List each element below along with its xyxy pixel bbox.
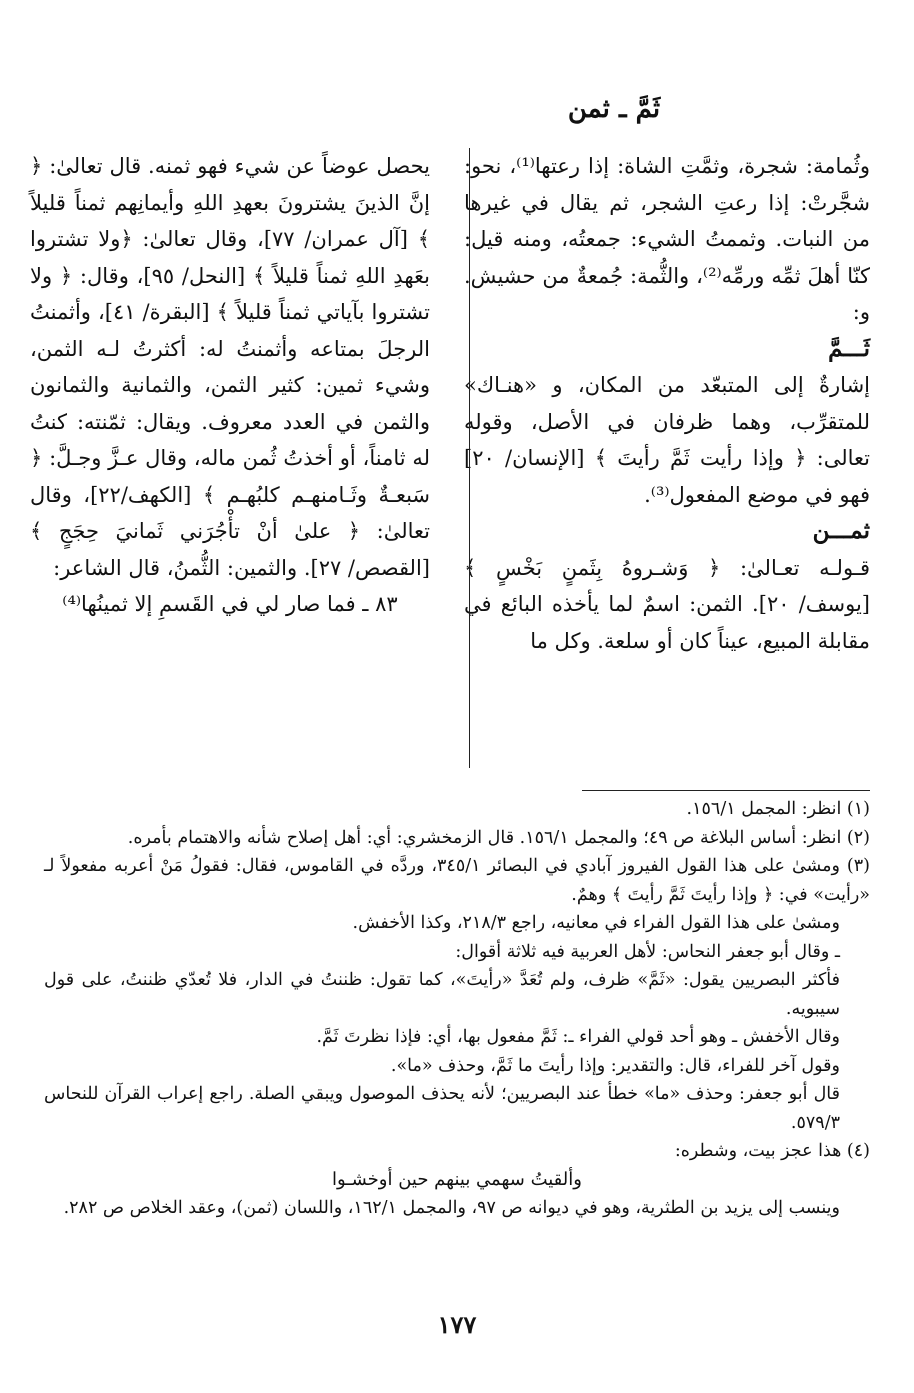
footnote-4-verse: وألقيتُ سهمي بينهم حين أوخشـوا	[332, 1168, 582, 1190]
headword-thamma: ثَـــمَّ	[828, 334, 870, 362]
footnote-3-line: ـ وقال أبو جعفر النحاس: لأهل العربية فيه ثلاثة أقوال:	[455, 941, 840, 962]
footnote-3-line: فأكثر البصريين يقول: «ثَمَّ» ظرف، ولم تُعَدَّ «رأيتَ»، كما تقول: ظننتُ في الدار، فلا تُعدّي ظننتُ، على قول سيبويه.	[44, 970, 840, 1019]
running-header: ثَمَّ ـ ثمن	[567, 94, 661, 124]
footnote-4-line: وينسب إلى يزيد بن الطثرية، وهو في ديوانه ص ٩٧، والمجمل ١٦٢/١، واللسان (ثمن)، وعقد الخلاص ص ٢٨٢.	[63, 1198, 840, 1218]
paragraph-thumama: وثُمامة: شجرة، وثمَّتِ الشاة: إذا رعتها⁽¹⁾، نحو: شجَّرتْ: إذا رعتِ الشجر، ثم يقال في غيرها من النبات. وثممتُ الشيء: جمعتُه، ومنه قيل: كنّا أهلَ ثمِّه ورمِّه⁽²⁾، والثُّمة: جُمعةٌ من حشيش. و:	[464, 154, 871, 324]
page-number: ١٧٧	[437, 1310, 477, 1339]
headword-thaman: ثمـــن	[812, 517, 870, 544]
footnotes	[44, 795, 870, 1223]
footnote-1: (١) انظر: المجمل ١٥٦/١.	[686, 799, 870, 819]
poetry-verse-83: ٨٣ ـ فما صار لي في القَسمِ إلا ثمينُها⁽⁴⁾	[62, 592, 398, 616]
right-column	[464, 148, 870, 659]
footnote-separator	[582, 790, 870, 791]
paragraph-thaman-continued: يحصل عوضاً عن شيء فهو ثمنه. قال تعالىٰ: ﴿ إنَّ الذينَ يشترونَ بعهدِ اللهِ وأيمانِهم ثمناً قليلاً ﴾ [آل عمران/ ٧٧]، وقال تعالىٰ: ﴿ولا تشتروا بعَهدِ اللهِ ثمناً قليلاً ﴾ [النحل/ ٩٥]، وقال: ﴿ ولا تشتروا بآياتي ثمناً قليلاً ﴾ [البقرة/ ٤١]، وأثمنتُ الرجلَ بمتاعه وأثمنتُ له: أكثرتُ لـه الثمن، وشيء ثمين: كثير الثمن، والثمانية والثمانون والثمن في العدد معروف. ويقال: ثمّنته: كنتُ له ثامناً، أو أخذتُ ثُمن ماله، وقال عـزَّ وجـلَّ: ﴿ سَبعـةٌ وثَـامنهـم كلبُهـم ﴾ [الكهف/٢٢]، وقال تعالىٰ: ﴿ علىٰ أنْ تأْجُرَني ثَمانيَ حِجَجٍ ﴾ [القصص/ ٢٧]. والثمين: الثُّمنُ، قال الشاعر:	[30, 154, 431, 580]
paragraph-thamma-definition: إشارةٌ إلى المتبعّد من المكان، و «هنـاك» للمتقرِّب، وهما ظرفان في الأصل، وقوله تعالى: ﴿ وإذا رأيت ثَمَّ رأيتَ ﴾ [الإنسان/ ٢٠] فهو في موضع المفعول⁽³⁾.	[464, 373, 870, 507]
footnote-3-line: وقول آخر للفراء، قال: والتقدير: وإذا رأيتَ ما ثَمَّ، وحذف «ما».	[390, 1055, 840, 1076]
footnote-3-line: قال أبو جعفر: وحذف «ما» خطأ عند البصريين؛ لأنه يحذف الموصول ويبقي الصلة. راجع إعراب القرآن للنحاس ٥٧٩/٣.	[44, 1084, 840, 1133]
footnote-3-line: وقال الأخفش ـ وهو أحد قولي الفراء ـ: ثَمَّ مفعول بها، أي: فإذا نظرتَ ثَمَّ.	[316, 1027, 840, 1047]
footnote-2: (٢) انظر: أساس البلاغة ص ٤٩؛ والمجمل ١٥٦/١. قال الزمخشري: أي: أهل إصلاح شأنه والاهتمام بأمره.	[127, 827, 870, 848]
left-column	[30, 148, 430, 623]
footnote-4: (٤) هذا عجز بيت، وشطره:	[674, 1141, 870, 1161]
paragraph-thaman-definition: قـولـه تعـالىٰ: ﴿ وَشـروهُ بِثَمنٍ بَخْسٍ ﴾ [يوسف/ ٢٠]. الثمن: اسمٌ لما يأخذه البائع في مقابلة المبيع، عيناً كان أو سلعة. وكل ما	[464, 555, 870, 653]
footnote-3: (٣) ومشىٰ على هذا القول الفيروز آبادي في البصائر ٣٤٥/١، وردَّه في القاموس، فقال: فقولُ مَنْ أعربه مفعولاً لـ «رأيت» في: ﴿ وإذا رأيتَ ثَمَّ رأيتَ ﴾ وهمٌ.	[44, 856, 870, 905]
column-divider	[469, 148, 470, 768]
footnote-3-line: ومشىٰ على هذا القول الفراء في معانيه، راجع ٢١٨/٣، وكذا الأخفش.	[352, 913, 840, 933]
